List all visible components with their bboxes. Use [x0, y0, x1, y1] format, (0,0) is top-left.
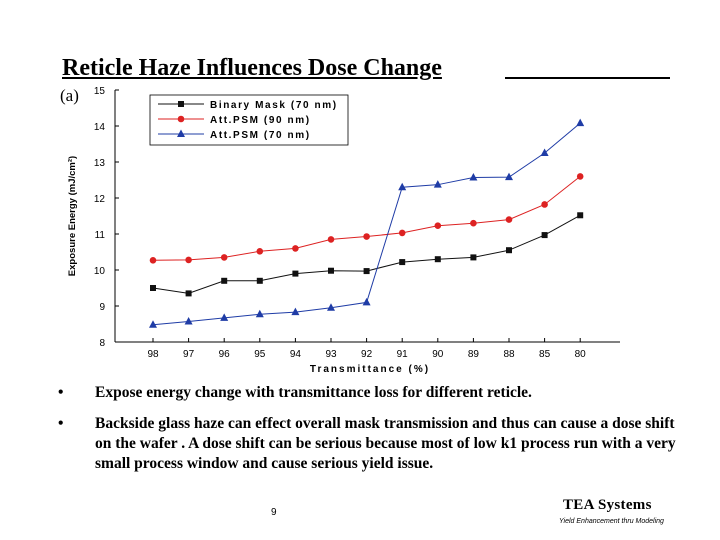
- series-line-3: [153, 123, 580, 325]
- brand-tagline: Yield Enhancement thru Modeling: [559, 518, 664, 525]
- series-3-point: [505, 173, 513, 181]
- legend-label: Binary Mask (70 nm): [210, 100, 338, 111]
- brand-name: TEA Systems: [563, 497, 652, 513]
- y-tick-label: 9: [99, 302, 105, 313]
- series-1-point: [186, 290, 192, 296]
- y-tick-label: 8: [99, 338, 105, 349]
- x-tick-label: 93: [325, 349, 337, 360]
- x-tick-label: 95: [254, 349, 266, 360]
- y-tick-label: 12: [93, 194, 105, 205]
- x-tick-label: 92: [361, 349, 373, 360]
- legend-label: Att.PSM (70 nm): [210, 130, 311, 141]
- series-3-point: [469, 173, 477, 181]
- x-tick-label: 96: [218, 349, 230, 360]
- y-tick-label: 14: [93, 122, 105, 133]
- series-1-point: [435, 256, 441, 262]
- series-1-point: [506, 247, 512, 253]
- series-3-point: [398, 183, 406, 191]
- x-tick-label: 85: [539, 349, 551, 360]
- legend-marker: [178, 116, 185, 123]
- y-tick-label: 10: [93, 266, 105, 277]
- series-1-point: [257, 278, 263, 284]
- series-2-point: [150, 257, 157, 264]
- series-3-point: [576, 119, 584, 127]
- slide-title: Reticle Haze Influences Dose Change: [62, 55, 442, 81]
- y-tick-label: 13: [93, 158, 105, 169]
- series-2-point: [328, 236, 335, 243]
- panel-label: (a): [60, 86, 79, 105]
- bullet-text: Expose energy change with transmittance loss for different reticle.: [95, 384, 532, 401]
- series-1-point: [364, 268, 370, 274]
- series-1-point: [292, 271, 298, 277]
- y-axis-label: Exposure Energy (mJ/cm²): [67, 155, 78, 277]
- series-2-point: [363, 233, 370, 240]
- series-2-point: [470, 220, 477, 227]
- series-2-point: [292, 245, 299, 252]
- series-1-point: [221, 278, 227, 284]
- series-2-point: [185, 257, 192, 264]
- page-number: 9: [271, 507, 277, 518]
- x-tick-label: 80: [574, 349, 586, 360]
- bullet-list: [58, 383, 688, 485]
- series-2-point: [577, 173, 584, 180]
- series-1-point: [399, 259, 405, 265]
- series-1-point: [328, 268, 334, 274]
- series-3-point: [363, 298, 371, 306]
- series-3-point: [256, 310, 264, 318]
- series-1-point: [150, 285, 156, 291]
- series-2-point: [257, 248, 264, 255]
- x-axis-label: Transmittance (%): [309, 364, 431, 375]
- x-tick-label: 91: [396, 349, 408, 360]
- bullet-marker: •: [58, 384, 64, 401]
- series-1-point: [542, 232, 548, 238]
- bullet-text: Backside glass haze can effect overall mask transmission and thus can cause a dose shift on the wafer . A dose shift can be serious because most of low k1 process run with a very small process window and cause serious yield issue.: [95, 415, 676, 472]
- series-2-point: [221, 254, 228, 261]
- series-3-point: [541, 149, 549, 157]
- series-2-point: [399, 230, 406, 237]
- x-tick-label: 98: [147, 349, 159, 360]
- bullet-item-expose-energy: [58, 383, 688, 403]
- series-1-point: [577, 212, 583, 218]
- x-tick-label: 97: [183, 349, 195, 360]
- bullet-marker: •: [58, 415, 64, 432]
- legend-label: Att.PSM (90 nm): [210, 115, 311, 126]
- brand-footer: [559, 497, 689, 525]
- x-tick-label: 88: [503, 349, 515, 360]
- y-tick-label: 11: [94, 230, 105, 241]
- bullet-item-backside-haze: [58, 414, 688, 474]
- series-2-point: [541, 201, 548, 208]
- x-tick-label: 94: [289, 349, 301, 360]
- series-line-1: [153, 215, 580, 293]
- series-2-point: [435, 222, 442, 229]
- series-1-point: [470, 254, 476, 260]
- series-2-point: [506, 216, 513, 223]
- legend-marker: [178, 101, 184, 107]
- x-tick-label: 90: [432, 349, 444, 360]
- y-tick-label: 15: [93, 86, 105, 97]
- x-tick-label: 89: [467, 349, 479, 360]
